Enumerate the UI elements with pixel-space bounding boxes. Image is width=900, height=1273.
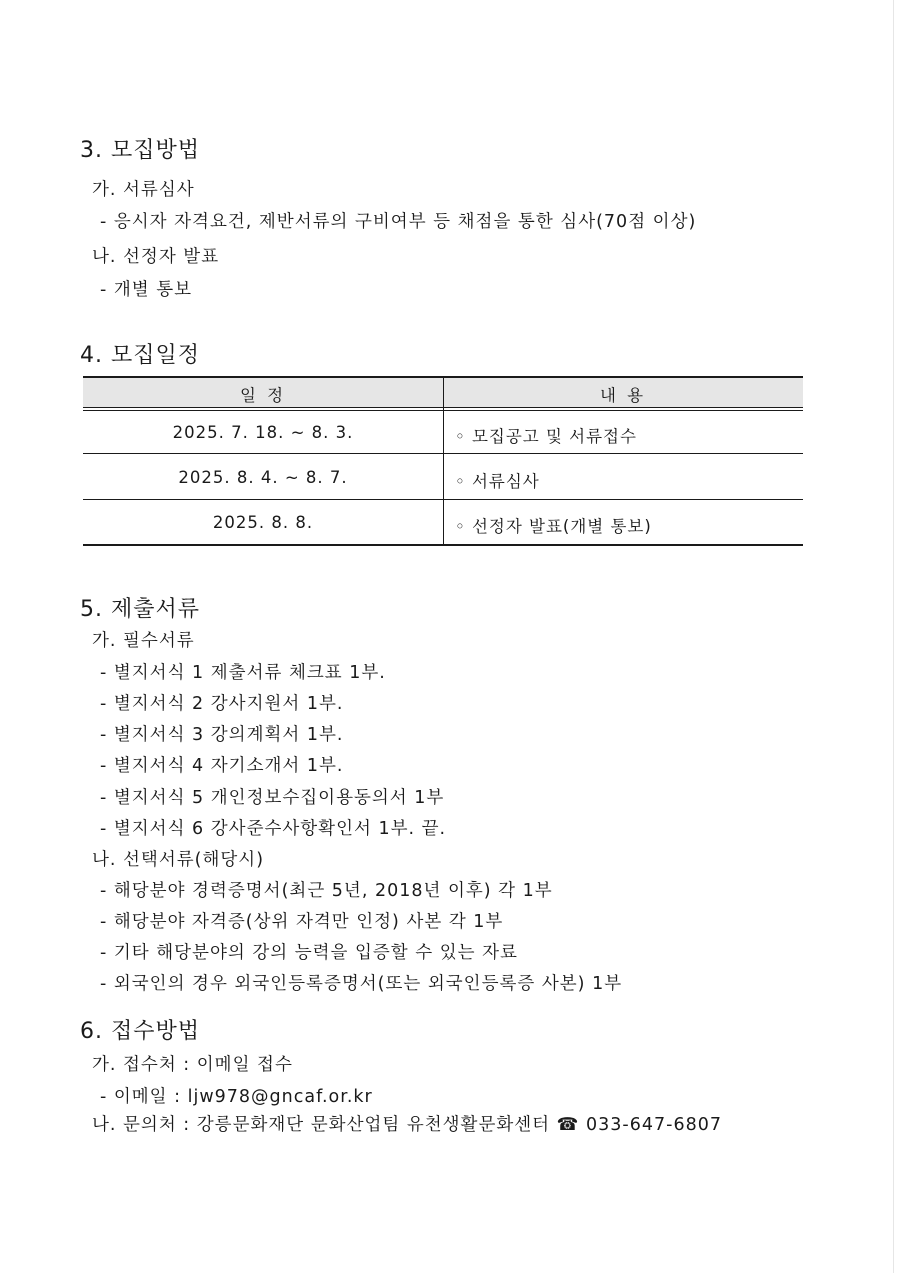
- table-cell-desc: ◦ 서류심사: [455, 472, 540, 491]
- optional-doc-item: - 해당분야 자격증(상위 자격만 인정) 사본 각 1부: [100, 912, 504, 932]
- section-5-heading: 5. 제출서류: [80, 597, 200, 622]
- section-3-sub-a-item: - 응시자 자격요건, 제반서류의 구비여부 등 채점을 통한 심사(70점 이상): [100, 212, 697, 232]
- section-3-heading: 3. 모집방법: [80, 138, 200, 163]
- section-5-sub-a: 가. 필수서류: [92, 631, 195, 651]
- email-line: - 이메일 : ljw978@gncaf.or.kr: [100, 1087, 373, 1107]
- table-bottom-rule: [83, 544, 803, 546]
- section-4-heading: 4. 모집일정: [80, 343, 200, 368]
- table-cell-date: 2025. 8. 8.: [212, 513, 314, 532]
- required-doc-item: - 별지서식 6 강사준수사항확인서 1부. 끝.: [100, 819, 447, 839]
- section-6-sub-a: 가. 접수처 : 이메일 접수: [92, 1055, 293, 1075]
- required-doc-item: - 별지서식 2 강사지원서 1부.: [100, 694, 344, 714]
- section-3-sub-a: 가. 서류심사: [92, 180, 195, 200]
- table-header-content: 내 용: [599, 386, 647, 405]
- section-5-sub-b: 나. 선택서류(해당시): [92, 850, 265, 870]
- required-doc-item: - 별지서식 1 제출서류 체크표 1부.: [100, 663, 386, 683]
- optional-doc-item: - 기타 해당분야의 강의 능력을 입증할 수 있는 자료: [100, 943, 518, 963]
- page-edge: [893, 0, 894, 1273]
- section-6-heading: 6. 접수방법: [80, 1019, 200, 1044]
- required-doc-item: - 별지서식 5 개인정보수집이용동의서 1부: [100, 788, 445, 808]
- required-doc-item: - 별지서식 4 자기소개서 1부.: [100, 756, 344, 776]
- section-3-sub-b-item: - 개별 통보: [100, 280, 193, 300]
- optional-doc-item: - 외국인의 경우 외국인등록증명서(또는 외국인등록증 사본) 1부: [100, 974, 623, 994]
- contact-line: 나. 문의처 : 강릉문화재단 문화산업팀 유천생활문화센터 ☎ 033-647-6807: [92, 1115, 722, 1135]
- optional-doc-item: - 해당분야 경력증명서(최근 5년, 2018년 이후) 각 1부: [100, 881, 553, 901]
- table-header-date: 일 정: [239, 386, 287, 405]
- table-cell-desc: ◦ 선정자 발표(개별 통보): [455, 517, 652, 536]
- schedule-table: [83, 376, 803, 546]
- table-cell-date: 2025. 7. 18. ~ 8. 3.: [172, 423, 354, 442]
- required-doc-item: - 별지서식 3 강의계획서 1부.: [100, 725, 344, 745]
- table-cell-date: 2025. 8. 4. ~ 8. 7.: [178, 468, 348, 487]
- table-cell-desc: ◦ 모집공고 및 서류접수: [455, 427, 637, 446]
- section-3-sub-b: 나. 선정자 발표: [92, 247, 220, 267]
